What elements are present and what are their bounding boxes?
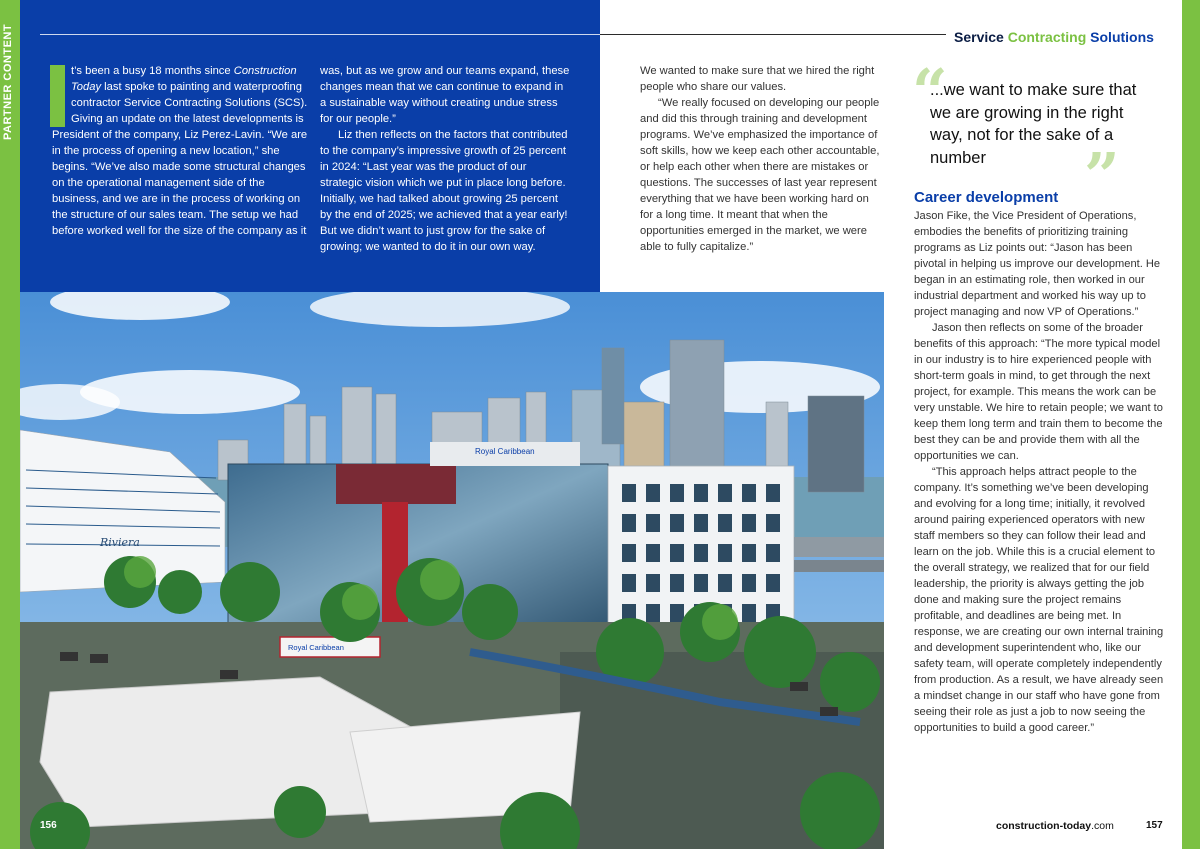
close-quote-mark: ” [1084, 139, 1120, 212]
website-footer: construction-today.com [996, 820, 1114, 832]
article-column-2 [320, 63, 570, 255]
company-brand-title: Service Contracting Solutions [954, 29, 1154, 45]
ship-name-text: Riviera [100, 536, 140, 549]
right-accent-stripe [1182, 0, 1200, 849]
open-quote-mark: “ [912, 55, 948, 128]
aerial-office-photo [20, 292, 884, 849]
paragraph: We wanted to make sure that we hired the right people who share our values. [640, 65, 875, 93]
drop-cap [50, 65, 65, 127]
article-column-4 [914, 208, 1164, 736]
article-column-1 [52, 63, 308, 239]
paragraph: “This approach helps attract people to the company. It’s something we’ve been developing and evolving for a long time; initially, it revolved around pairing experienced operators with new staff members so they can follow their lead and learn on the job. While this is a crucial element to the overall strategy, we realized that for our field leadership, the priority is always getting the job done and making sure the project remains profitable, and deadlines are being met. In response, we are creating our own internal training and development superintendent who, like our safety team, will operate completely independently from production. As a result, we have already seen a mindset change in our staff who have gone from seeing their role as just a job to now seeing the opportunities to build a good career.” [914, 466, 1164, 734]
intro-paragraph: t’s been a busy 18 months since Construction Today last spoke to painting and waterproofing contractor Service Contracting Solutions (SCS). Giving an update on the latest developments is President of the company, Liz Perez-Lavin. “We are in the process of opening a new location,” she begins. “We’ve also made some structural changes on the operational management side of the business, and we are in the process of working on the structure of our sales team. The setup we had before worked well for the size of the company as it [52, 65, 308, 237]
building-sign-text: Royal Caribbean [475, 447, 535, 456]
page-number-left: 156 [40, 820, 57, 831]
entrance-sign-text: Royal Caribbean [288, 643, 344, 652]
paragraph: Liz then reflects on the factors that contributed to the company’s impressive growth of 25 percent in 2024: “Last year was the product of our strategic vision which we put in place long before. Initially, we had talked about growing 25 percent by the end of 2025; we achieved that a year early! But we didn’t want to just grow for the sake of growing; we wanted to do it in our own way. [320, 129, 568, 253]
paragraph: was, but as we grow and our teams expand, these changes mean that we can continue to expand in a sustainable way without creating undue stress for our people.” [320, 65, 570, 125]
paragraph: Jason Fike, the Vice President of Operations, embodies the benefits of prioritizing training programs as Liz points out: “Jason has been pivotal in helping us improve our development. He began in an estimating role, then worked in our industrial department and worked his way up to project managing and now VP of Operations.” [914, 210, 1161, 318]
header-rule-left [40, 34, 600, 35]
career-development-heading: Career development [914, 189, 1059, 206]
paragraph: “We really focused on developing our people and did this through training and development programs. We’ve emphasized the importance of soft skills, how we keep each other accountable, or help each other when there are mistakes or questions. The successes of last year represent everything that we have been working hard on for a long time. It meant that when the opportunities emerged in the market, we were able to fully capitalize.” [640, 97, 880, 253]
page-number-right: 157 [1146, 820, 1163, 831]
header-rule-right [600, 34, 946, 35]
pull-quote-text: ...we want to make sure that we are growing in the right way, not for the sake of a number [930, 81, 1137, 167]
paragraph: Jason then reflects on some of the broader benefits of this approach: “The more typical model in our industry is to hire experienced people with short-term goals in mind, to get through the next project, for example. This means the work can be very unstable. We hire to retain people; we want to keep them long term and train them to become the best they can be and provide them with all the opportunities we can. [914, 322, 1163, 462]
article-column-3 [640, 63, 880, 255]
